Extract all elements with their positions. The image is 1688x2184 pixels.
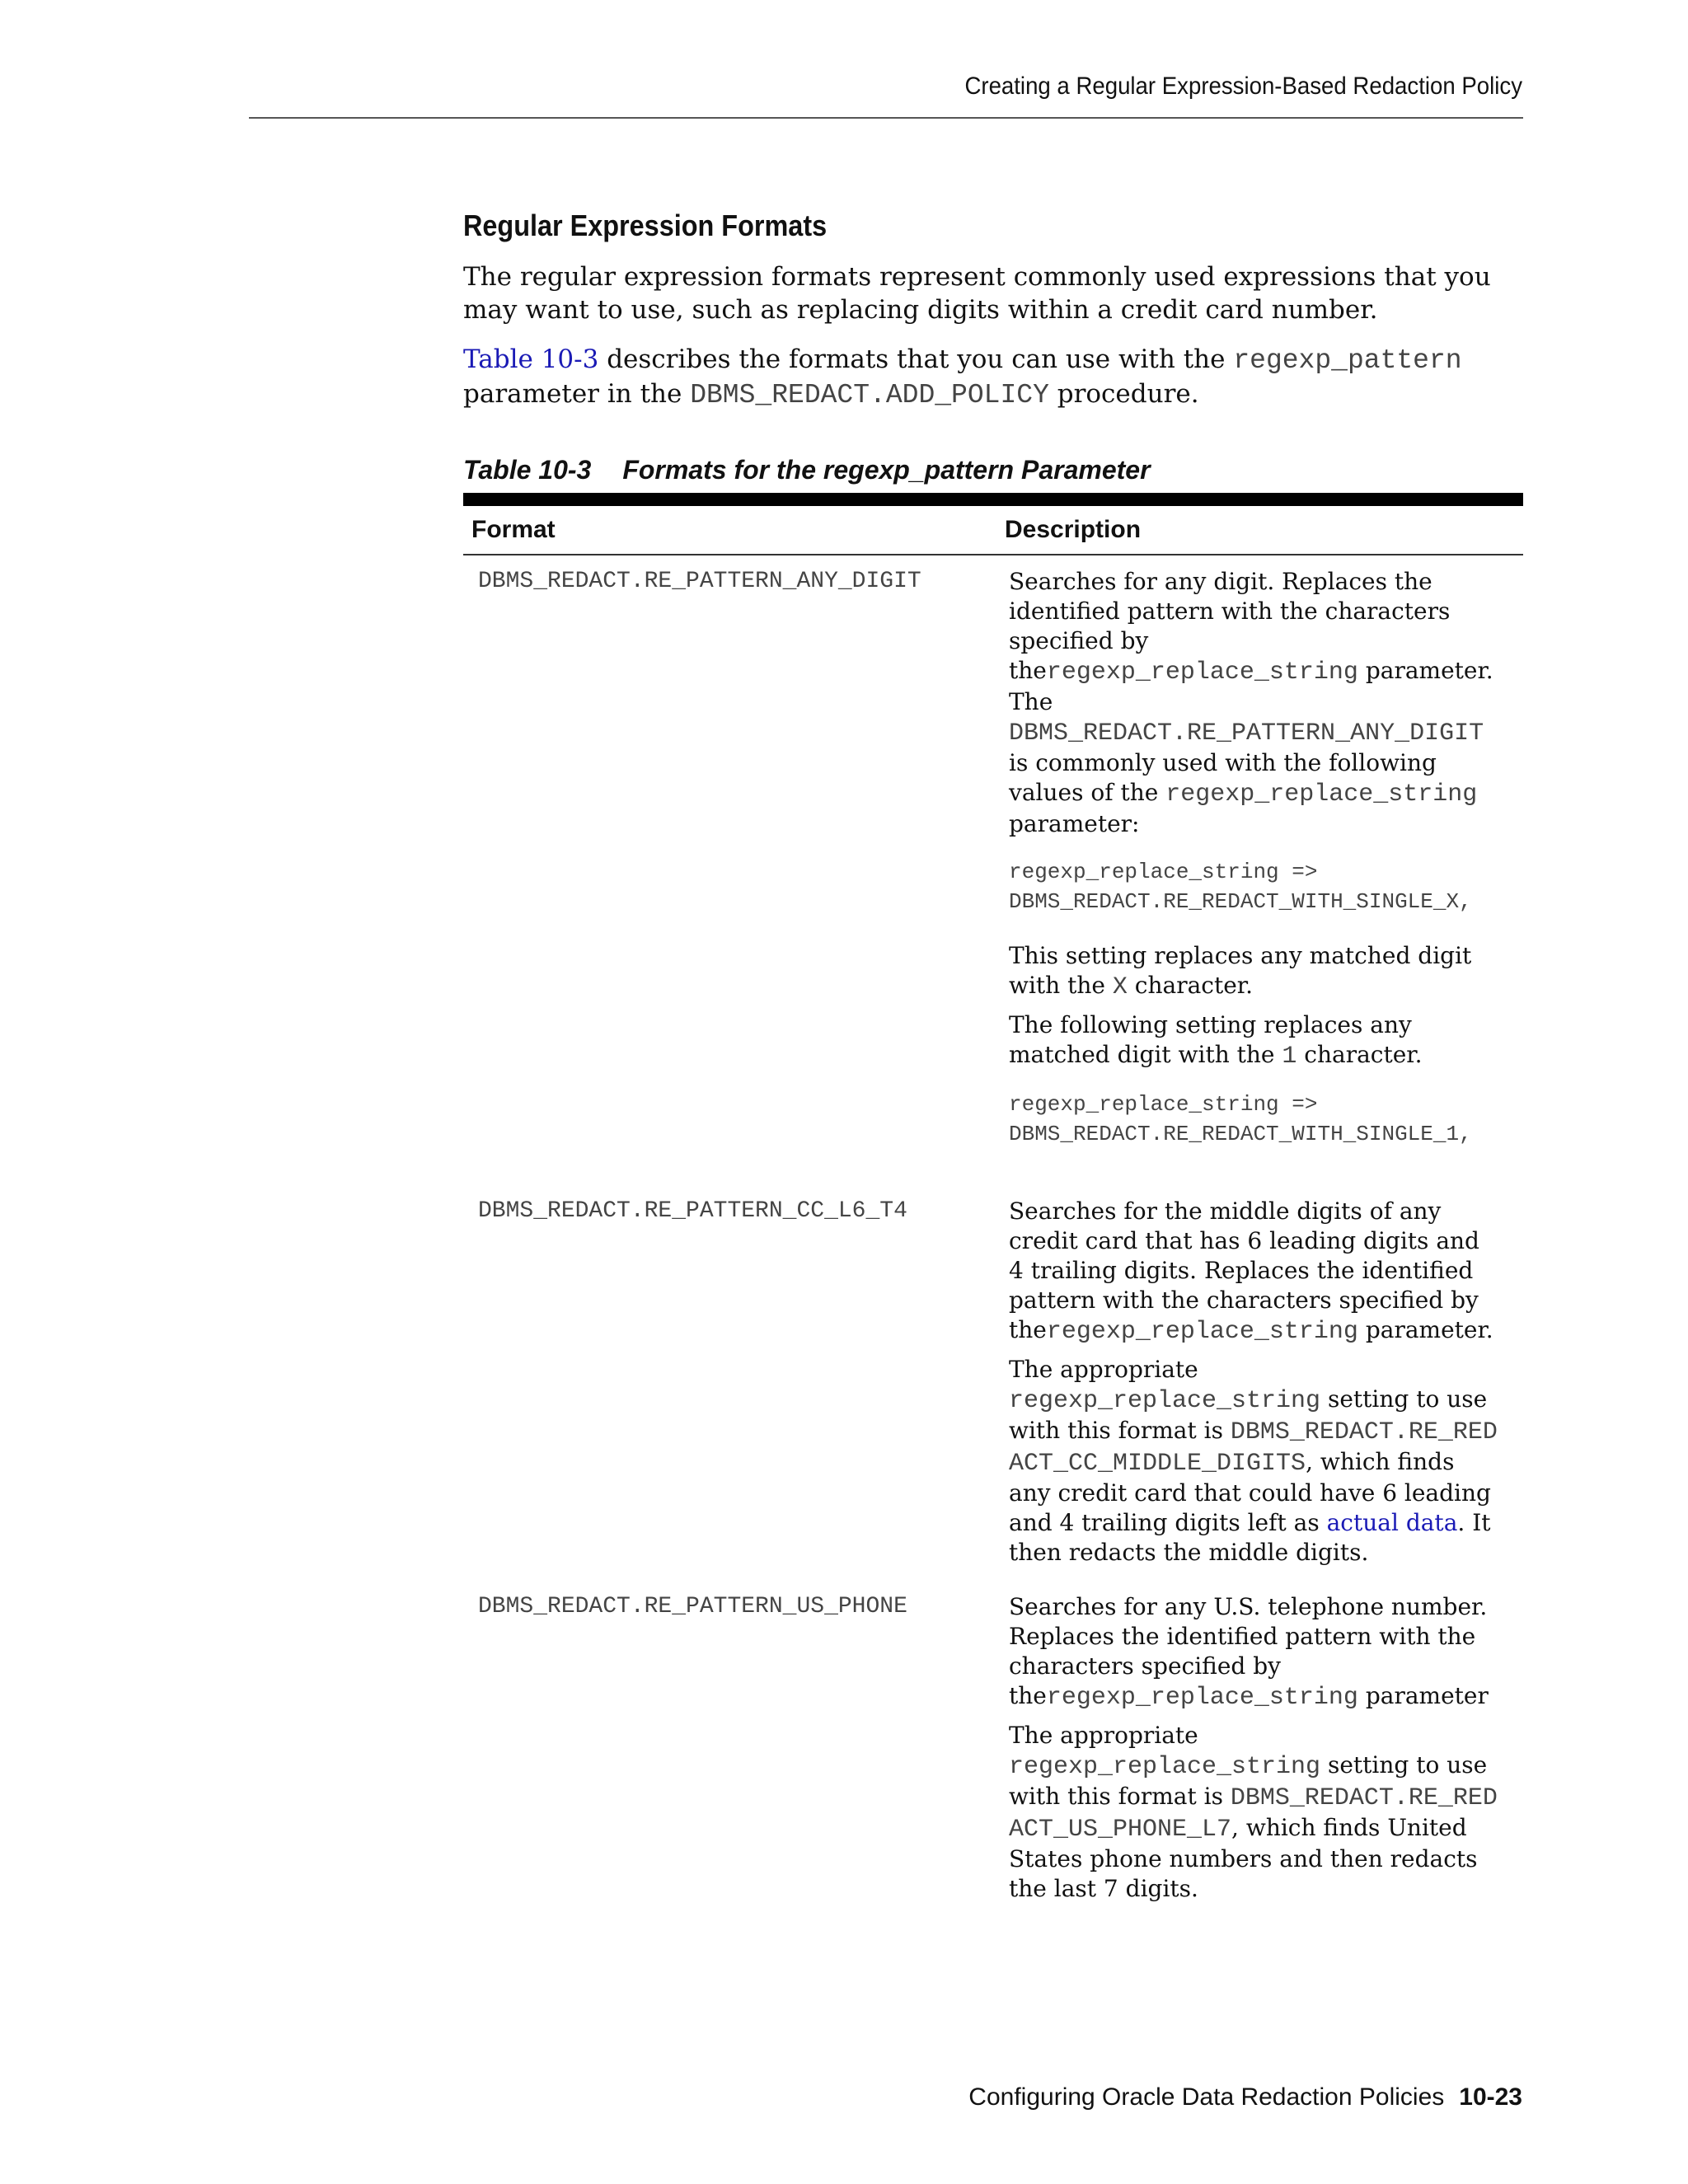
description-paragraph: Searches for any U.S. telephone number. Replaces the identified pattern with the characters specified by theregexp_replace_string parameter [1009,1593,1489,1712]
header-rule [249,117,1523,119]
page-number: 10-23 [1459,2083,1522,2111]
description-paragraph: The appropriate regexp_replace_string setting to use with this format is DBMS_REDACT.RE_REDACT_US_PHONE_L7, which finds United States phone numbers and then redacts the last 7 digits. [1009,1722,1498,1902]
table-row [463,1197,1523,1568]
column-header-description: Description [1005,516,1142,543]
description-cell [988,1592,1499,1904]
table-header-row [463,506,1523,555]
reference-paragraph: Table 10-3 describes the formats that you can use with the regexp_pattern parameter in the DBMS_REDACT.ADD_POLICY procedure. [463,344,1462,410]
table-top-rule [463,493,1523,506]
description-paragraph: The appropriate regexp_replace_string setting to use with this format is DBMS_REDACT.RE_REDACT_CC_MIDDLE_DIGITS, which finds any credit card that could have 6 leading and 4 trailing digits left as actual data. It then redacts the middle digits. [1009,1356,1498,1566]
description-cell [988,567,1499,1174]
table-caption-number: Table 10-3 [463,455,592,485]
page-content [463,208,1523,1904]
column-header-format: Format [471,516,556,543]
description-paragraph: Searches for any digit. Replaces the identified pattern with the characters specified by theregexp_replace_string parameter. The DBMS_REDACT.RE_PATTERN_ANY_DIGIT is commonly used with the following values of the regexp_replace_string parameter: [1009,568,1493,837]
section-title: Regular Expression Formats [463,209,828,242]
code-example: regexp_replace_string => DBMS_REDACT.RE_REDACT_WITH_SINGLE_X, [1009,860,1472,914]
code-example: regexp_replace_string => DBMS_REDACT.RE_REDACT_WITH_SINGLE_1, [1009,1092,1472,1146]
description-cell [988,1197,1499,1568]
format-cell: DBMS_REDACT.RE_PATTERN_CC_L6_T4 [478,1198,907,1224]
inline-code: DBMS_REDACT.ADD_POLICY [690,380,1049,410]
inline-code: regexp_pattern [1233,345,1462,376]
table-reference-link[interactable]: Table 10-3 [463,344,599,374]
glossary-link-actual-data[interactable]: actual data [1326,1509,1458,1536]
running-footer [247,2083,1522,2111]
description-paragraph: Searches for the middle digits of any credit card that has 6 leading digits and 4 trailing digits. Replaces the identified pattern with the characters specified by theregexp_replace_string parameter. [1009,1197,1493,1346]
footer-book-title: Configuring Oracle Data Redaction Policies [968,2083,1445,2111]
intro-paragraph: The regular expression formats represent commonly used expressions that you may want to use, such as replacing digits within a credit card number. [463,262,1491,325]
description-paragraph: This setting replaces any matched digit with the X character. [1009,942,1472,1001]
table-caption [463,453,1523,486]
running-header: Creating a Regular Expression-Based Redaction Policy [964,73,1522,100]
table-caption-title: Formats for the regexp_pattern Parameter [622,455,1151,485]
description-paragraph: The following setting replaces any matched digit with the 1 character. [1009,1011,1423,1071]
table-row [463,1592,1523,1904]
format-cell: DBMS_REDACT.RE_PATTERN_US_PHONE [478,1594,907,1619]
format-cell: DBMS_REDACT.RE_PATTERN_ANY_DIGIT [478,569,921,594]
table-row [463,567,1523,1174]
